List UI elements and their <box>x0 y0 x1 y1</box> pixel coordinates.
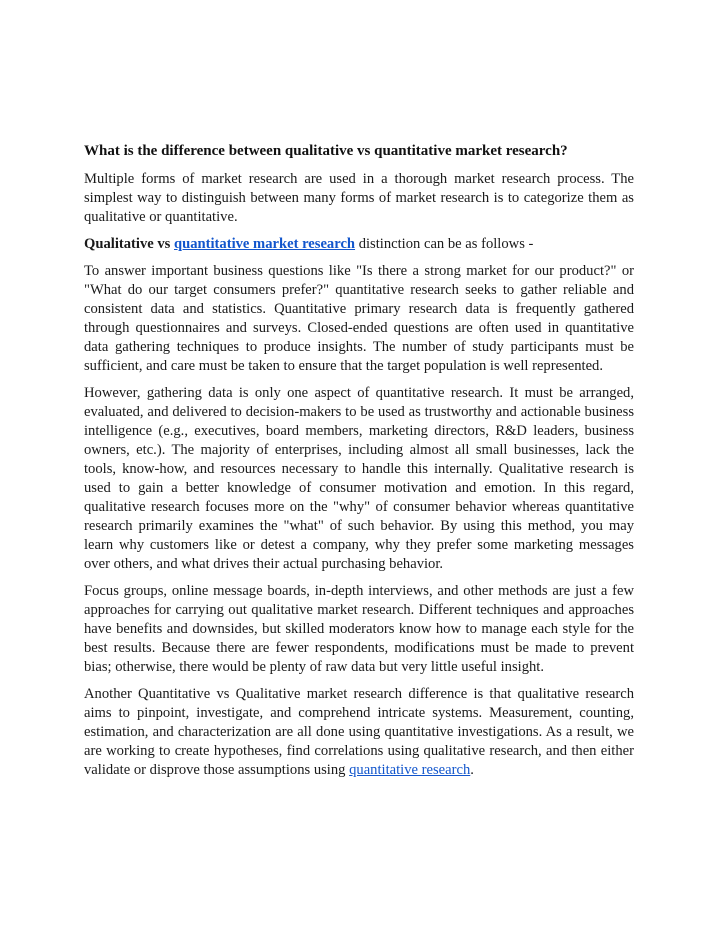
quantitative-market-research-link[interactable]: quantitative market research <box>174 236 356 252</box>
document-body <box>84 141 634 788</box>
paragraph-quantitative: To answer important business questions like "Is there a strong market for our product?" or "What do our target consumers prefer?" quantitative research seeks to gather reliable and consistent data and statistics. Quantitative primary research data is frequently gathered through questionnaires and surveys. Closed-ended questions are often used in quantitative data gathering techniques to produce insights. The number of study participants must be sufficient, and care must be taken to ensure that the target population is well represented. <box>84 263 634 374</box>
difference-text: Another Quantitative vs Qualitative market research difference is that qualitative research aims to pinpoint, investigate, and comprehend intricate systems. Measurement, counting, estimation, and characterization are all done using quantitative investigations. As a result, we are working to create hypotheses, find correlations using qualitative research, and then either validate or disprove those assumptions using <box>84 686 634 778</box>
distinction-lead: Qualitative vs <box>84 236 174 252</box>
document-heading: What is the difference between qualitative vs quantitative market research? <box>84 143 568 159</box>
quantitative-research-link[interactable]: quantitative research <box>349 762 471 778</box>
distinction-tail: distinction can be as follows - <box>355 236 534 252</box>
paragraph-difference <box>84 685 634 780</box>
paragraph-qualitative: However, gathering data is only one aspect of quantitative research. It must be arranged, evaluated, and delivered to decision-makers to be used as trustworthy and actionable business intelligence (e.g., executives, board members, marketing directors, R&D leaders, business owners, etc.). The majority of enterprises, including almost all small businesses, lack the tools, know-how, and resources necessary to handle this internally. Qualitative research is used to gain a better knowledge of consumer motivation and emotion. In this regard, qualitative research focuses more on the "why" of consumer behavior whereas quantitative research primarily examines the "what" of such behavior. By using this method, you may learn why customers like or detest a company, why they prefer some marketing messages over others, and what drives their actual purchasing behavior. <box>84 385 634 572</box>
paragraph-distinction <box>84 235 634 254</box>
paragraph-intro: Multiple forms of market research are used in a thorough market research process. The simplest way to distinguish between many forms of market research is to categorize them as qualitative or quantitative. <box>84 171 634 225</box>
difference-tail: . <box>470 762 474 778</box>
paragraph-methods: Focus groups, online message boards, in-depth interviews, and other methods are just a few approaches for carrying out qualitative market research. Different techniques and approaches have benefits and downsides, but skilled moderators know how to manage each style for the best results. Because there are fewer respondents, modifications must be made to prevent bias; otherwise, there would be plenty of raw data but very little useful insight. <box>84 583 634 675</box>
